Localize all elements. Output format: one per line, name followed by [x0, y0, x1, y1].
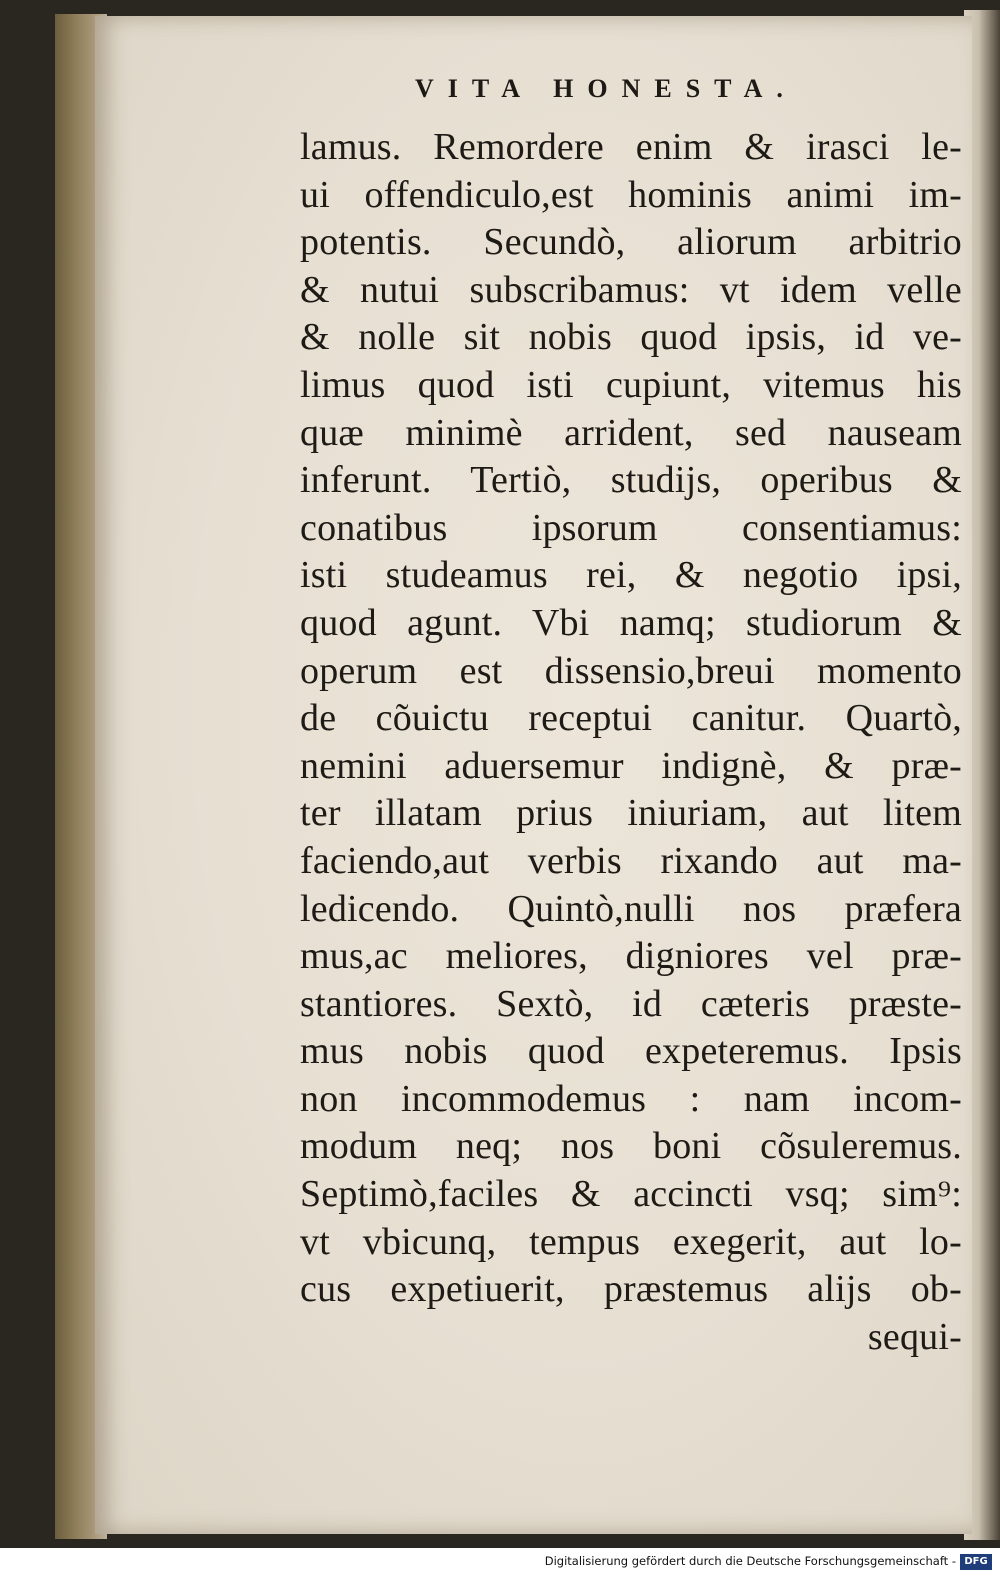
footer-bar [0, 1548, 1000, 1577]
catchword: sequi- [867, 1315, 962, 1358]
text-line-14: nemini aduersemur indignè, & præ- [300, 744, 962, 787]
funding-notice: Digitalisierung gefördert durch die Deutsche Forschungsgemeinschaft - [544, 1554, 956, 1568]
text-line-23: Septimò,faciles & accincti vsq; sim⁹: [300, 1173, 962, 1216]
body-text [300, 124, 962, 1361]
text-line-11: quod agunt. Vbi namq; studiorum & [300, 601, 962, 644]
text-line-12: operum est dissensio,breui momento [300, 649, 962, 692]
text-line-9: conatibus ipsorum consentiamus: [300, 506, 962, 549]
text-line-20: mus nobis quod expeteremus. Ipsis [300, 1030, 962, 1073]
text-line-1: lamus. Remordere enim & irasci le- [300, 126, 962, 168]
text-line-2: ui offendiculo,est hominis animi im- [300, 173, 962, 216]
running-head: VITA HONESTA. [415, 74, 797, 103]
text-line-8: inferunt. Tertiò, studijs, operibus & [300, 459, 962, 502]
text-line-16: faciendo,aut verbis rixando aut ma- [300, 839, 962, 882]
text-line-10: isti studeamus rei, & negotio ipsi, [300, 554, 962, 597]
text-line-18: mus,ac meliores, digniores vel præ- [300, 935, 962, 978]
dfg-logo: DFG [960, 1554, 992, 1570]
text-line-13: de cõuictu receptui canitur. Quartò, [300, 697, 962, 740]
text-line-21: non incommodemus : nam incom- [300, 1077, 962, 1120]
text-line-6: limus quod isti cupiunt, vitemus his [300, 363, 962, 406]
text-line-25: cus expetiuerit, præstemus alijs ob- [300, 1268, 962, 1311]
text-line-15: ter illatam prius iniuriam, aut litem [300, 792, 962, 835]
text-line-17: ledicendo. Quintò,nulli nos præfera [300, 887, 962, 930]
text-line-5: & nolle sit nobis quod ipsis, id ve- [300, 316, 962, 359]
text-line-22: modum neq; nos boni cõsuleremus. [300, 1125, 962, 1168]
text-line-19: stantiores. Sextò, id cæteris præste- [300, 982, 962, 1025]
text-line-24: vt vbicunq, tempus exegerit, aut lo- [300, 1220, 962, 1263]
text-line-3: potentis. Secundò, aliorum arbitrio [300, 221, 962, 264]
text-line-7: quæ minimè arrident, sed nauseam [300, 411, 962, 454]
text-line-4: & nutui subscribamus: vt idem velle [300, 268, 962, 311]
